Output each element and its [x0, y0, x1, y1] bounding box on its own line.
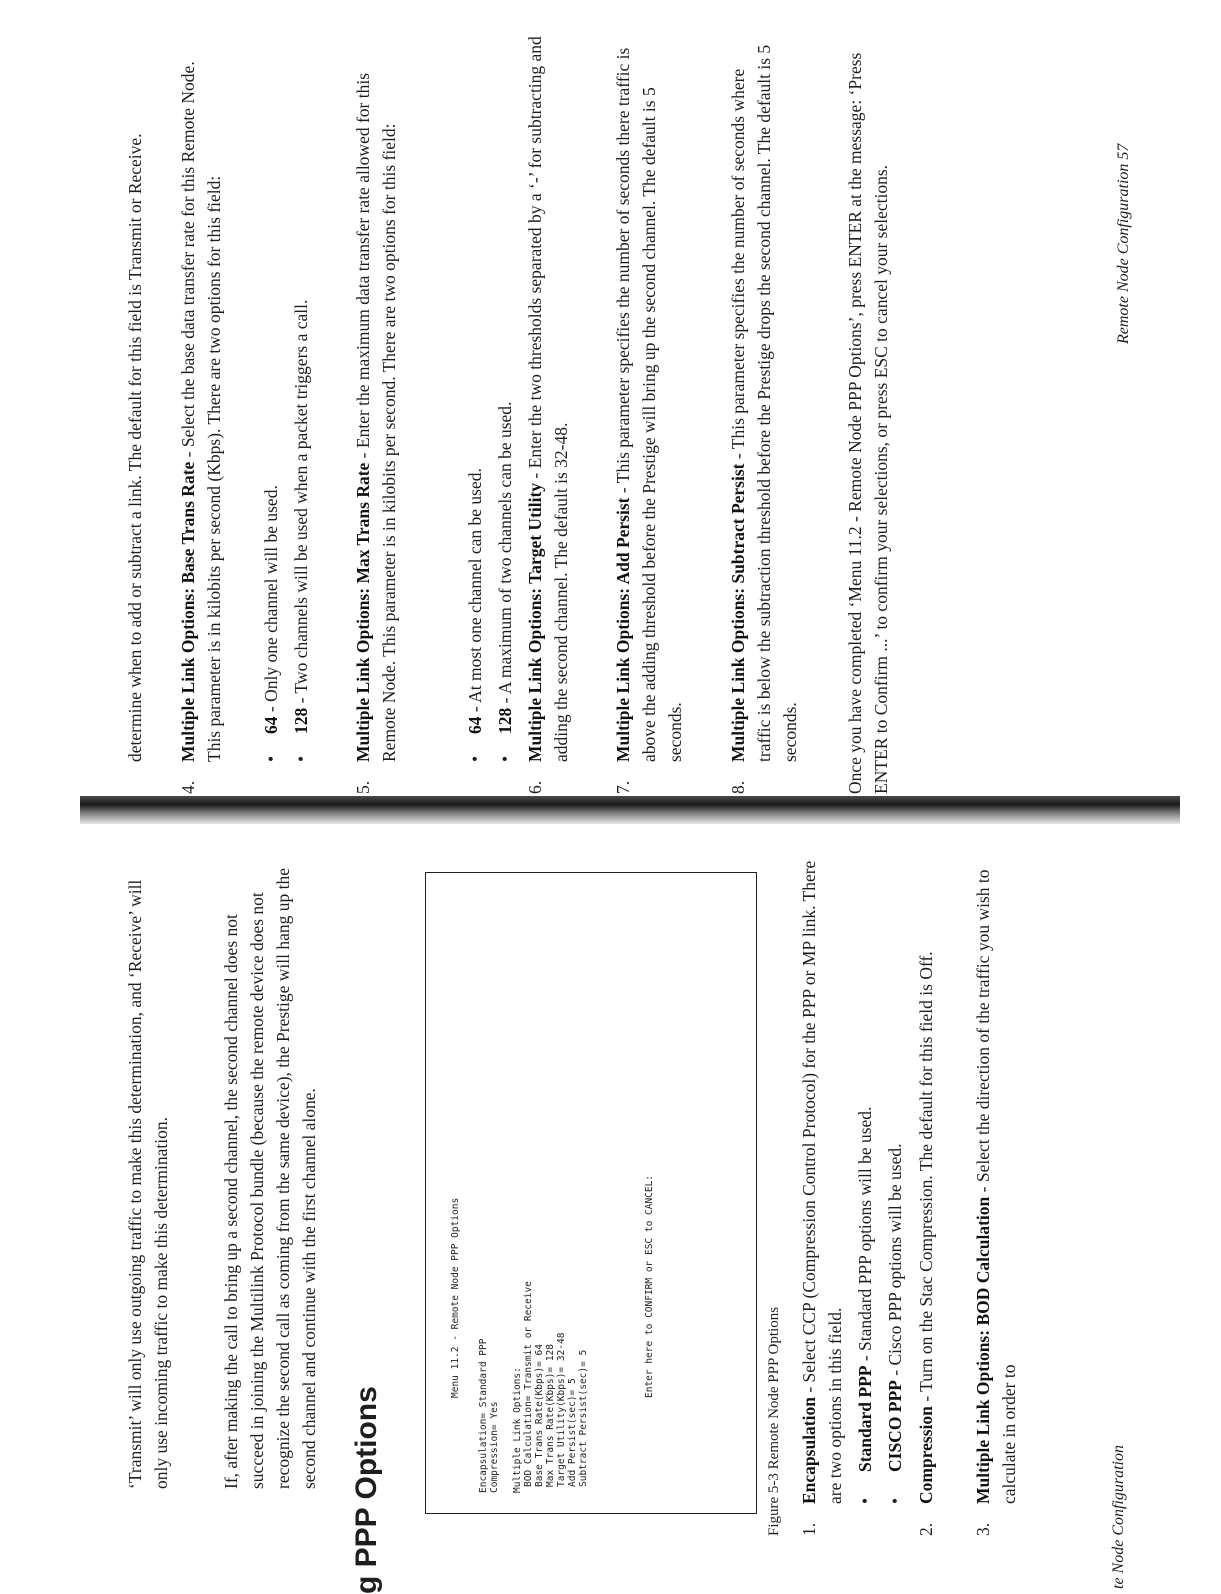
- item-7-label: Multiple Link Options: Add Persist: [613, 497, 633, 762]
- item-2-label: Compression: [916, 1406, 936, 1504]
- bullet-dot: •: [885, 1497, 905, 1504]
- item-5-label: Multiple Link Options: Max Trans Rate: [353, 462, 373, 762]
- list-item-8: [725, 34, 803, 794]
- item-4-label: Multiple Link Options: Base Trans Rate: [178, 461, 198, 762]
- bullet-4b-label: 128: [291, 707, 311, 734]
- bullet-dot: •: [261, 755, 281, 762]
- item-2-text: - Turn on the Stac Compression. The default for this field is Off.: [916, 951, 936, 1407]
- bullet-4a-text: - Only one channel will be used.: [261, 485, 281, 717]
- item-6-label: Multiple Link Options: Target Utility: [525, 482, 545, 762]
- list-item-bullet-4a: [258, 42, 284, 762]
- right-footer: Remote Node Configuration 57: [1115, 143, 1132, 344]
- left-para-1: ‘Transmit’ will only use outgoing traffic to make this determination, and ‘Receive’ will only use incoming traffic to make this determination.: [125, 879, 171, 1489]
- list-item-1: [796, 836, 848, 1536]
- item-1-number: 1.: [799, 1522, 819, 1536]
- list-item-2: [913, 836, 939, 1536]
- screen-max: Max Trans Rate(Kbps)= 128: [545, 1344, 556, 1487]
- bullet-4b-text: - Two channels will be used when a packet triggers a call.: [291, 299, 311, 708]
- item-4-text: - Select the base data transfer rate for this Remote Node. This parameter is in kilobits per second (Kbps). There are two options for this field:: [178, 61, 224, 762]
- screen-base: Base Trans Rate(Kbps)= 64: [534, 1344, 545, 1487]
- right-page: [0, 0, 1221, 794]
- list-item-5: [350, 34, 402, 794]
- bullet-2-text: - Cisco PPP options will be used.: [885, 1143, 905, 1381]
- left-page: [0, 804, 1221, 1594]
- list-item-3: [970, 836, 1022, 1536]
- list-item-bullet-1: [852, 854, 878, 1504]
- screen-add: Add Persist(sec)= 5: [567, 1378, 578, 1487]
- item-5-text: - Enter the maximum data transfer rate allowed for this Remote Node. This parameter is in kilobits per second. There are two options for this field:: [353, 72, 399, 762]
- list-item-6: [522, 34, 574, 794]
- bullet-5a-text: - At most one channel can be used.: [465, 468, 485, 717]
- bullet-5a-label: 64: [465, 716, 485, 734]
- bullet-dot: •: [465, 755, 485, 762]
- item-3-number: 3.: [973, 1522, 993, 1536]
- screen-target: Target Utility(Kbps)= 32-48: [556, 1332, 567, 1487]
- right-continuation: determine when to add or subtract a link. The default for this field is Transmit or Receive.: [125, 133, 145, 762]
- list-item-bullet-2: [882, 854, 908, 1504]
- bullet-2-label: CISCO PPP: [885, 1380, 905, 1472]
- figure-caption: Figure 5-3 Remote Node PPP Options: [766, 1306, 782, 1536]
- screen-encapsulation: Encapsulation= Standard PPP: [478, 1338, 489, 1493]
- screen-compression: Compression= Yes: [489, 1401, 500, 1493]
- screen-subtract: Subtract Persist(sec)= 5: [578, 1349, 589, 1487]
- list-item-bullet-5a: [462, 42, 488, 762]
- screen-mlo-header: Multiple Link Options:: [512, 1367, 523, 1493]
- item-5-number: 5.: [353, 780, 373, 794]
- list-item-bullet-4b: [288, 42, 314, 762]
- bullet-5b-text: - A maximum of two channels can be used.: [495, 401, 515, 708]
- bullet-dot: •: [495, 755, 515, 762]
- item-1-label: Encapsulation: [799, 1397, 819, 1504]
- bullet-dot: •: [291, 755, 311, 762]
- screen-prompt: Enter here to CONFIRM or ESC to CANCEL:: [644, 1174, 655, 1398]
- list-item-bullet-5b: [492, 42, 518, 762]
- item-7-number: 7.: [613, 780, 633, 794]
- item-8-label: Multiple Link Options: Subtract Persist: [728, 463, 748, 762]
- item-3-text: - Select the direction of the traffic you wish to calculate in order to: [973, 869, 1019, 1504]
- left-para-2: If, after making the call to bring up a second channel, the second channel does not succeed in joining the Multilink Protocol bundle (because the remote device does not recognize the second call as coming from the same device), the Prestige will hang up the second channel and continue with the first channel alone.: [221, 867, 319, 1489]
- bullet-4a-label: 64: [261, 716, 281, 734]
- item-7-text: - This parameter specifies the number of seconds there traffic is above the adding threshold before the Prestige will bring up the second channel. The default is 5 seconds.: [613, 47, 685, 762]
- list-item-4: [175, 34, 227, 794]
- left-footer: te Node Configuration: [1110, 1445, 1127, 1589]
- screen-title: Menu 11.2 - Remote Node PPP Options: [450, 1197, 461, 1398]
- item-1-text: - Select CCP (Compression Control Protocol) for the PPP or MP link. There are two options in this field.: [799, 860, 845, 1504]
- bullet-1-label: Standard PPP: [855, 1365, 875, 1472]
- bullet-5b-label: 128: [495, 707, 515, 734]
- terminal-screenshot: [425, 872, 757, 1514]
- item-6-number: 6.: [525, 780, 545, 794]
- item-8-text: - This parameter specifies the number of seconds where traffic is below the subtraction threshold before the Prestige drops the second channel. The default is 5 seconds.: [728, 44, 800, 762]
- list-item-7: [610, 34, 688, 794]
- book-binding-shadow: [80, 796, 1180, 824]
- item-6-text: - Enter the two thresholds separated by a ‘-’ for subtracting and adding the second channel. The default is 32-48.: [525, 36, 571, 762]
- section-heading: g PPP Options: [350, 1386, 383, 1594]
- bullet-dot: •: [855, 1497, 875, 1504]
- screen-bod: BOD Calculation= Transmit or Receive: [523, 1281, 534, 1487]
- item-8-number: 8.: [728, 780, 748, 794]
- item-3-label: Multiple Link Options: BOD Calculation: [973, 1196, 993, 1504]
- item-2-number: 2.: [916, 1522, 936, 1536]
- bullet-1-text: - Standard PPP options will be used.: [855, 1106, 875, 1366]
- item-4-number: 4.: [178, 780, 198, 794]
- closing-paragraph: Once you have completed ‘Menu 11.2 - Remote Node PPP Options’, press ENTER at the message: ‘Press ENTER to Confirm ...’ to confirm your selections, or press ESC to cancel your selections.: [845, 52, 891, 794]
